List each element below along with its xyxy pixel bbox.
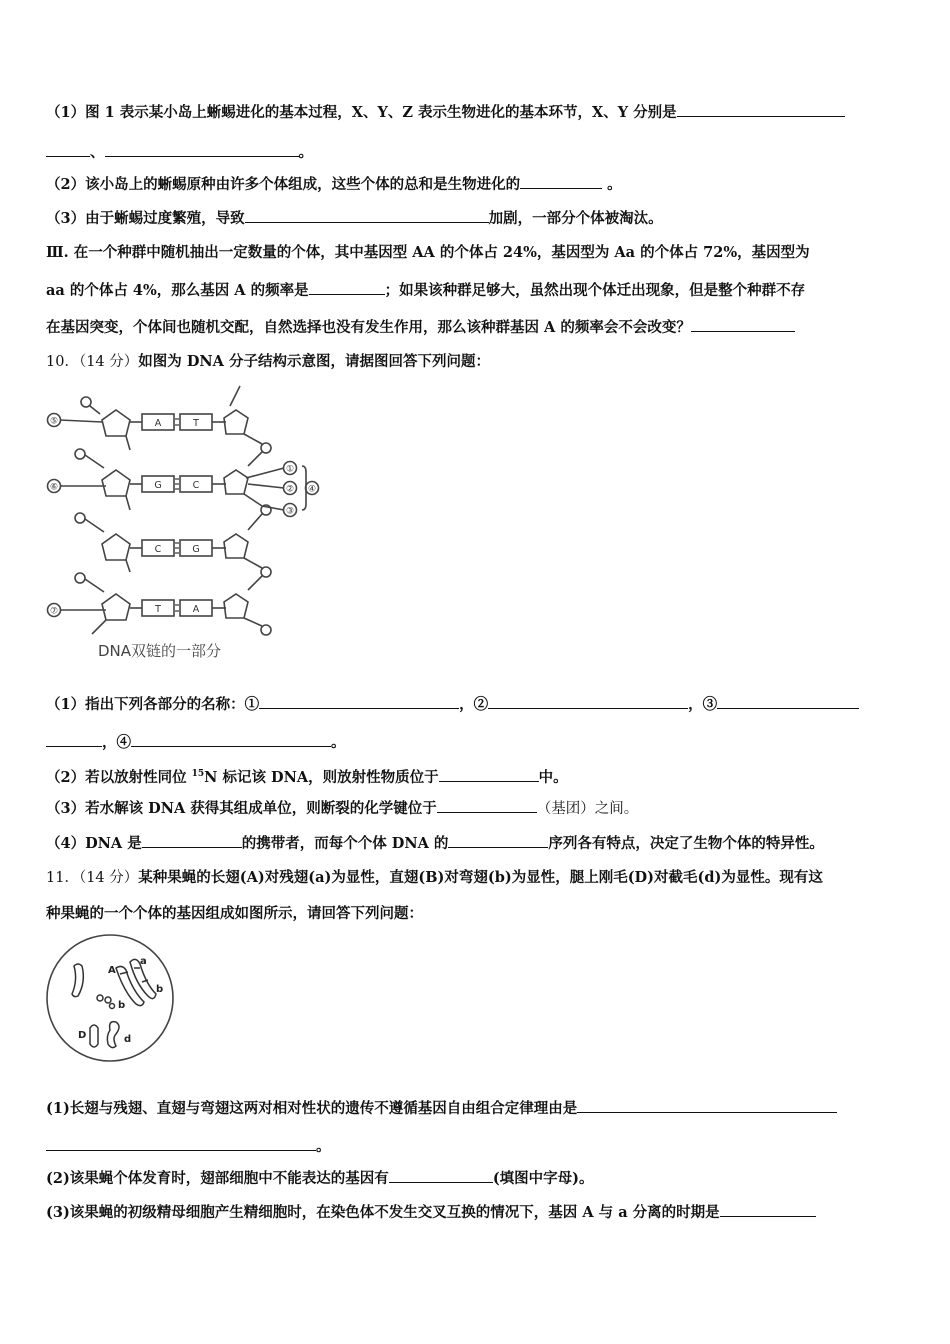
- answer-blank[interactable]: [245, 208, 489, 223]
- q9-part1-line2: [46, 142, 313, 163]
- chromosome-cell-figure: [40, 930, 180, 1066]
- end-punct: 中。: [538, 768, 568, 786]
- question-number: 10．（14 分）: [46, 354, 139, 370]
- answer-blank[interactable]: [259, 694, 459, 709]
- answer-blank[interactable]: [309, 280, 385, 295]
- q9-part1-line1: [46, 102, 845, 123]
- end-punct: 。: [331, 734, 346, 751]
- q9-part3-text: （3）由于蜥蜴过度繁殖，导致: [46, 210, 245, 227]
- q10-part3-text: （3）若水解该 DNA 获得其组成单位，则断裂的化学键位于: [46, 800, 437, 817]
- q11-part1-text: (1)长翅与残翅、直翅与弯翅这两对相对性状的遗传不遵循基因自由组合定律理由是: [46, 1100, 578, 1117]
- base-label: C: [192, 480, 200, 491]
- phosphate-circle: [81, 397, 91, 407]
- q11-part2-text: (2)该果蝇个体发育时，翅部细胞中不能表达的基因有: [46, 1170, 389, 1187]
- end-punct: 。: [602, 176, 622, 193]
- phosphate-circle: [75, 573, 85, 583]
- isotope-superscript: 15: [191, 769, 205, 779]
- chromosome: [72, 964, 83, 997]
- q10-part4-text-end: 序列各有特点，决定了生物个体的特异性。: [548, 835, 824, 852]
- q9-sec3-text: ；如果该种群足够大，虽然出现个体迁出现象，但是整个种群不存: [384, 282, 806, 299]
- gene-label: a: [140, 956, 147, 967]
- phosphate-circle: [261, 567, 271, 577]
- q10-part3: [46, 798, 638, 819]
- base-label: A: [192, 604, 200, 615]
- q10-part4-text: （4）DNA 是: [46, 835, 142, 852]
- dna-structure-figure: [40, 380, 340, 670]
- answer-blank[interactable]: [677, 102, 845, 117]
- q9-sec3-text: Ⅲ. 在一个种群中随机抽出一定数量的个体，其中基因型 AA 的个体占 24%，基因型为 Aa 的个体占 72%，基因型为: [46, 244, 810, 261]
- q9-sec3-line3: [46, 317, 795, 338]
- mark-label: ⑥: [49, 482, 59, 493]
- q10-part2-text: N 标记该 DNA，则放射性物质位于: [204, 768, 439, 786]
- mark-label: ④: [307, 484, 317, 495]
- question-stem: 种果蝇的一个个体的基因组成如图所示，请回答下列问题：: [46, 905, 423, 922]
- q11-part2: [46, 1168, 594, 1189]
- answer-blank[interactable]: [131, 732, 331, 747]
- base-label: G: [154, 480, 162, 491]
- question-stem: 某种果蝇的长翅(A)对残翅(a)为显性，直翅(B)对弯翅(b)为显性，腿上刚毛(D)对截毛(d)为显性。现有这: [138, 869, 823, 886]
- question-number: 11．（14 分）: [46, 870, 139, 886]
- end-punct: 。: [316, 1138, 331, 1155]
- sugar-pentagon: [224, 470, 248, 494]
- q9-sec3-text: 在基因突变，个体间也随机交配，自然选择也没有发生作用，那么该种群基因 A 的频率会不会改变？: [46, 319, 691, 336]
- gene-label: d: [124, 1034, 132, 1045]
- answer-blank[interactable]: [577, 1098, 837, 1113]
- answer-blank[interactable]: [448, 833, 548, 848]
- sugar-pentagon: [224, 594, 248, 618]
- figure-caption: DNA双链的一部分: [98, 642, 222, 660]
- answer-blank[interactable]: [105, 142, 299, 157]
- phosphate-circle: [261, 443, 271, 453]
- sugar-pentagon: [224, 410, 248, 434]
- mark-label: ②: [285, 484, 295, 495]
- q11-part3: [46, 1202, 816, 1223]
- base-label: T: [193, 418, 199, 429]
- q10-part1-text: ，②: [459, 696, 489, 713]
- q10-part1-line2: [46, 732, 346, 753]
- gene-label: D: [78, 1030, 87, 1041]
- answer-blank[interactable]: [717, 694, 859, 709]
- answer-blank[interactable]: [488, 694, 688, 709]
- answer-blank[interactable]: [142, 833, 242, 848]
- base-label: C: [154, 544, 162, 555]
- phosphate-circle: [261, 625, 271, 635]
- gene-label: A: [108, 965, 116, 976]
- sugar-pentagon: [102, 410, 130, 436]
- q11-part1-line2: [46, 1136, 331, 1157]
- answer-blank[interactable]: [46, 1136, 316, 1151]
- answer-blank[interactable]: [46, 732, 102, 747]
- mark-label: ①: [285, 464, 295, 475]
- q9-part3: [46, 208, 663, 229]
- answer-blank[interactable]: [439, 767, 539, 782]
- chromosome: [90, 1025, 98, 1047]
- answer-blank[interactable]: [389, 1168, 493, 1183]
- phosphate-circle: [75, 449, 85, 459]
- end-text: （基团）之间。: [536, 801, 639, 817]
- q9-sec3-line1: [46, 243, 810, 263]
- answer-blank[interactable]: [691, 317, 795, 332]
- mark-label: ③: [285, 506, 295, 517]
- q10-part1-line1: [46, 694, 859, 715]
- q10-part2: [46, 764, 568, 788]
- phosphate-circle: [75, 513, 85, 523]
- gene-label: b: [118, 1000, 126, 1011]
- end-text: (填图中字母)。: [492, 1170, 594, 1187]
- answer-blank[interactable]: [720, 1202, 816, 1217]
- q9-part3-text-end: 加剧，一部分个体被淘汰。: [488, 210, 663, 227]
- sugar-pentagon: [102, 594, 130, 620]
- sugar-pentagon: [224, 534, 248, 558]
- q10-part1-text: ，④: [102, 734, 131, 751]
- q11-header-line2: [46, 904, 423, 924]
- answer-blank[interactable]: [437, 798, 537, 813]
- q11-header-line1: [46, 868, 823, 888]
- base-label: G: [192, 544, 200, 555]
- sugar-pentagon: [102, 534, 130, 560]
- sugar-pentagon: [102, 470, 130, 496]
- mark-label: ⑤: [49, 416, 59, 427]
- q10-part2-text: （2）若以放射性同位: [46, 768, 192, 786]
- answer-blank[interactable]: [46, 142, 90, 157]
- q11-part1-line1: [46, 1098, 837, 1119]
- q9-part2-text: （2）该小岛上的蜥蜴原种由许多个体组成，这些个体的总和是生物进化的: [46, 176, 521, 193]
- q10-part4: [46, 833, 824, 854]
- separator-text: 、: [90, 144, 105, 161]
- q11-part3-text: (3)该果蝇的初级精母细胞产生精细胞时，在染色体不发生交叉互换的情况下，基因 A 与 a 分离的时期是: [46, 1204, 720, 1221]
- mark-label: ⑦: [49, 606, 59, 617]
- base-label: T: [155, 604, 161, 615]
- base-label: A: [154, 418, 162, 429]
- q10-header: [46, 352, 490, 372]
- q9-part1-text: （1）图 1 表示某小岛上蜥蜴进化的基本过程，X、Y、Z 表示生物进化的基本环节，X、Y 分别是: [46, 104, 677, 121]
- q10-part4-text: 的携带者，而每个个体 DNA 的: [241, 835, 449, 852]
- q9-part2: [46, 174, 622, 195]
- q9-sec3-line2: [46, 280, 805, 301]
- gene-label: b: [156, 984, 164, 995]
- q10-part1-text: ，③: [688, 696, 718, 713]
- q10-part1-text: （1）指出下列各部分的名称：①: [46, 696, 260, 713]
- end-punct: 。: [298, 144, 313, 161]
- chromosome: [107, 1022, 119, 1048]
- answer-blank[interactable]: [520, 174, 602, 189]
- question-stem: 如图为 DNA 分子结构示意图，请据图回答下列问题：: [138, 353, 490, 370]
- q9-sec3-text: aa 的个体占 4%，那么基因 A 的频率是: [46, 282, 309, 299]
